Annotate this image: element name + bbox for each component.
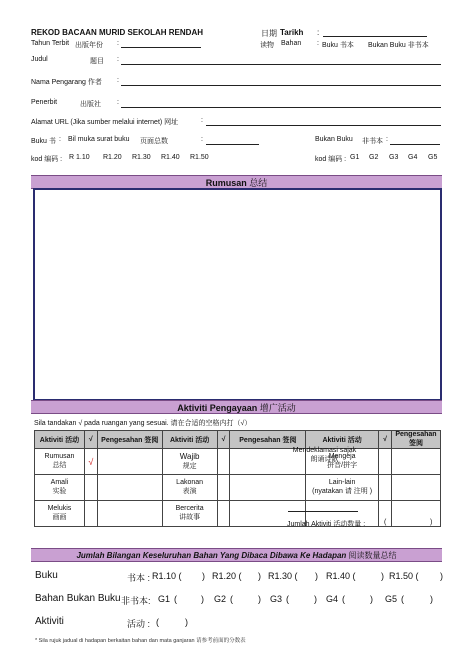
tarikh-cn-label: 日期 — [261, 29, 277, 38]
bahan-colon: : — [317, 40, 319, 47]
total-g1-open[interactable]: ( — [174, 594, 177, 604]
total-buku-label: Buku — [35, 570, 58, 581]
tick-cell-lakonan[interactable] — [217, 475, 230, 501]
kod-option-g3[interactable]: G3 — [389, 154, 399, 161]
tahun-terbit-label: Tahun Terbit — [31, 40, 70, 47]
activity-label: Mengeja — [328, 453, 356, 460]
total-g3-label: G3 — [270, 594, 283, 604]
total-bahan-bukan-buku-cn: 非书本: — [121, 596, 151, 606]
tick-cell-wajib[interactable] — [217, 449, 230, 475]
judul-input-line[interactable] — [121, 64, 441, 65]
activity-label-cn: 讲故事 — [179, 514, 201, 521]
jumlah-title-cn: 阅读数量总结 — [348, 551, 397, 560]
activity-label-cn: (nyatakan 请 注明 ) — [312, 488, 373, 495]
bahan-option-buku[interactable]: Buku 书本 — [322, 42, 354, 49]
tarikh-colon: : — [317, 28, 320, 37]
col-header-tick: √ — [84, 431, 97, 449]
bahan-cn-label: 读物 — [260, 42, 274, 49]
kod-right-label: kod 编码 : — [315, 156, 347, 163]
aktiviti-instruction: Sila tandakan √ pada ruangan yang sesuai. 请在合适的空格内打（√） — [34, 420, 252, 427]
activity-label: Bercerita — [175, 505, 204, 512]
total-aktiviti-label: Aktiviti — [35, 616, 64, 627]
penerbit-label: Penerbit — [31, 99, 58, 106]
bukan-buku-colon: : — [386, 136, 388, 143]
col-header-aktiviti: Aktiviti 活动 — [162, 431, 217, 449]
bukan-buku-input-line[interactable] — [390, 144, 440, 145]
aktiviti-title-wrap — [31, 401, 442, 414]
activity-wajib — [162, 449, 217, 475]
total-g5-close: ) — [430, 594, 433, 604]
pengesahan-cell[interactable] — [391, 449, 440, 475]
lain-lain-input-line[interactable] — [288, 511, 358, 512]
table-row — [35, 501, 441, 527]
tick-cell-mengeja[interactable] — [379, 449, 392, 475]
total-r110-close: ) — [202, 571, 205, 581]
col-header-tick: √ — [217, 431, 230, 449]
tahun-terbit-colon: : — [117, 40, 119, 47]
total-g2-label: G2 — [214, 594, 227, 604]
pengarang-input-line[interactable] — [121, 85, 441, 86]
activity-label-cn: 画画 — [52, 514, 67, 521]
table-row — [35, 449, 441, 475]
total-aktiviti-cn: 活动 : — [127, 619, 151, 629]
kod-option-g1[interactable]: G1 — [350, 154, 360, 161]
tick-cell-bercerita[interactable] — [217, 501, 230, 527]
total-g4-close: ) — [370, 594, 373, 604]
alamat-url-input-line[interactable] — [206, 125, 441, 126]
activity-label: Amali — [50, 479, 69, 486]
pengesahan-cell[interactable] — [97, 475, 162, 501]
tick-cell-lain-lain[interactable] — [379, 475, 392, 501]
bil-muka-surat-input-line[interactable] — [206, 144, 259, 145]
alamat-url-colon: : — [201, 117, 203, 124]
col-header-pengesahan: Pengesahan 签阅 — [391, 431, 440, 449]
activity-label: Mendeklamasi sajak — [292, 447, 357, 454]
total-aktiviti-open[interactable]: ( — [156, 617, 159, 627]
buku-label: Buku 书 — [31, 138, 56, 145]
total-g4-open[interactable]: ( — [342, 594, 345, 604]
activity-label: Wajib — [179, 452, 200, 461]
activity-lakonan — [162, 475, 217, 501]
pengesahan-cell[interactable] — [97, 501, 162, 527]
activity-rumusan — [35, 449, 85, 475]
total-r150-close: ) — [440, 571, 443, 581]
activity-label-cn: 拼音/拼字 — [327, 462, 358, 469]
total-g5-open[interactable]: ( — [401, 594, 404, 604]
jumlah-title-wrap — [31, 550, 442, 561]
jumlah-band — [31, 548, 442, 562]
activity-label: Rumusan — [44, 453, 75, 460]
total-g1-close: ) — [201, 594, 204, 604]
activity-label-cn: 实验 — [52, 488, 67, 495]
rumusan-title-cn: 总结 — [249, 178, 268, 188]
buku-colon: : — [59, 136, 61, 143]
form-title: REKOD BACAAN MURID SEKOLAH RENDAH — [31, 28, 203, 37]
total-r130-open[interactable]: R1.30 ( — [268, 571, 298, 581]
col-header-aktiviti: Aktiviti 活动 — [306, 431, 379, 449]
col-header-pengesahan: Pengesahan 签阅 — [230, 431, 306, 449]
activity-label-cn: 规定 — [182, 463, 197, 470]
total-r140-open[interactable]: R1.40 ( — [326, 571, 356, 581]
penerbit-input-line[interactable] — [121, 107, 441, 108]
pengarang-colon: : — [117, 77, 119, 84]
total-g4-label: G4 — [326, 594, 339, 604]
jumlah-title: Jumlah Bilangan Keseluruhan Bahan Yang Dibaca Dibawa Ke Hadapan — [76, 551, 347, 560]
empty-cell — [391, 501, 440, 527]
activity-lain-lain — [306, 475, 379, 501]
table-row — [35, 475, 441, 501]
activity-label: Lakonan — [176, 479, 204, 486]
col-header-pengesahan: Pengesahan 签阅 — [97, 431, 162, 449]
tarikh-label: Tarikh — [280, 28, 304, 37]
aktiviti-title-cn: 增广活动 — [259, 403, 296, 413]
judul-colon: : — [117, 56, 119, 63]
pengesahan-cell[interactable] — [97, 449, 162, 475]
tarikh-input-line[interactable] — [323, 36, 427, 37]
total-r120-open[interactable]: R1.20 ( — [212, 571, 242, 581]
total-g1-label: G1 — [158, 594, 171, 604]
kod-option-g5[interactable]: G5 — [428, 154, 438, 161]
penerbit-cn-label: 出版社 — [80, 101, 101, 108]
aktiviti-table — [34, 430, 441, 527]
pengesahan-cell[interactable] — [391, 475, 440, 501]
pengesahan-cell[interactable] — [230, 475, 306, 501]
aktiviti-table-header — [35, 431, 441, 449]
total-r140-close: ) — [381, 571, 384, 581]
kod-option-g4[interactable]: G4 — [408, 154, 418, 161]
bil-muka-surat-colon: : — [201, 136, 203, 143]
bukan-buku-cn-label: 非书本 — [362, 138, 383, 145]
kod-option-r110[interactable]: R 1.10 — [69, 154, 90, 161]
aktiviti-band — [31, 400, 442, 414]
total-g2-open[interactable]: ( — [230, 594, 233, 604]
tahun-terbit-cn-label: 出版年份 — [75, 42, 103, 49]
jumlah-aktiviti-open: ( — [384, 519, 387, 526]
rumusan-summary-box[interactable] — [33, 188, 442, 401]
bil-muka-surat-cn-label: 页面总数 — [140, 138, 168, 145]
activity-bercerita — [162, 501, 217, 527]
tick-cell-rumusan[interactable]: √ — [84, 449, 97, 475]
activity-melukis — [35, 501, 85, 527]
judul-cn-label: 题目 — [90, 58, 104, 65]
activity-label-cn: 表演 — [182, 488, 197, 495]
kod-left-label: kod 编码 : — [31, 156, 63, 163]
total-g3-open[interactable]: ( — [286, 594, 289, 604]
rumusan-title: Rumusan — [205, 178, 247, 188]
alamat-url-label: Alamat URL (Jika sumber melalui internet) 网址 — [31, 119, 179, 126]
total-buku-cn: 书本 : — [127, 573, 151, 583]
activity-label: Lain-lain — [328, 479, 356, 486]
kod-option-r130[interactable]: R1.30 — [132, 154, 151, 161]
total-r130-close: ) — [315, 571, 318, 581]
rumusan-band — [31, 175, 442, 189]
bil-muka-surat-label: Bil muka surat buku — [68, 136, 130, 143]
kod-option-r140[interactable]: R1.40 — [161, 154, 180, 161]
activity-mendeklamasi — [288, 447, 361, 464]
total-aktiviti-close: ) — [185, 617, 188, 627]
judul-label: Judul — [31, 56, 48, 63]
bukan-buku-label: Bukan Buku — [315, 136, 353, 143]
col-header-aktiviti: Aktiviti 活动 — [35, 431, 85, 449]
pengarang-label: Nama Pengarang 作者 — [31, 79, 102, 86]
tick-cell-melukis[interactable] — [84, 501, 97, 527]
activity-label: Melukis — [47, 505, 72, 512]
total-r120-close: ) — [258, 571, 261, 581]
total-g2-close: ) — [258, 594, 261, 604]
aktiviti-title: Aktiviti Pengayaan — [177, 403, 258, 413]
tick-cell-amali[interactable] — [84, 475, 97, 501]
activity-label-cn: 朗诵诗歌 — [310, 456, 339, 463]
bahan-option-bukan-buku[interactable]: Bukan Buku 非书本 — [368, 42, 429, 49]
tahun-terbit-input-line[interactable] — [121, 47, 201, 48]
total-g3-close: ) — [314, 594, 317, 604]
total-r110-open[interactable]: R1.10 ( — [152, 571, 182, 581]
total-g5-label: G5 — [385, 594, 398, 604]
kod-option-r150[interactable]: R1.50 — [190, 154, 209, 161]
jumlah-aktiviti-close: ) — [430, 519, 433, 526]
jumlah-aktiviti-label: Jumlah Aktiviti 活动数量 : — [287, 521, 366, 528]
penerbit-colon: : — [117, 99, 119, 106]
bahan-label: Bahan — [281, 40, 302, 47]
kod-option-r120[interactable]: R1.20 — [103, 154, 122, 161]
footnote: * Sila rujuk jadual di hadapan berkaitan bahan dan mata ganjaran 请参考前面的分数表 — [35, 638, 246, 644]
kod-option-g2[interactable]: G2 — [369, 154, 379, 161]
col-header-tick: √ — [379, 431, 392, 449]
activity-amali — [35, 475, 85, 501]
activity-label-cn: 总结 — [52, 462, 67, 469]
total-r150-open[interactable]: R1.50 ( — [389, 571, 419, 581]
total-bahan-bukan-buku-label: Bahan Bukan Buku — [35, 593, 121, 604]
